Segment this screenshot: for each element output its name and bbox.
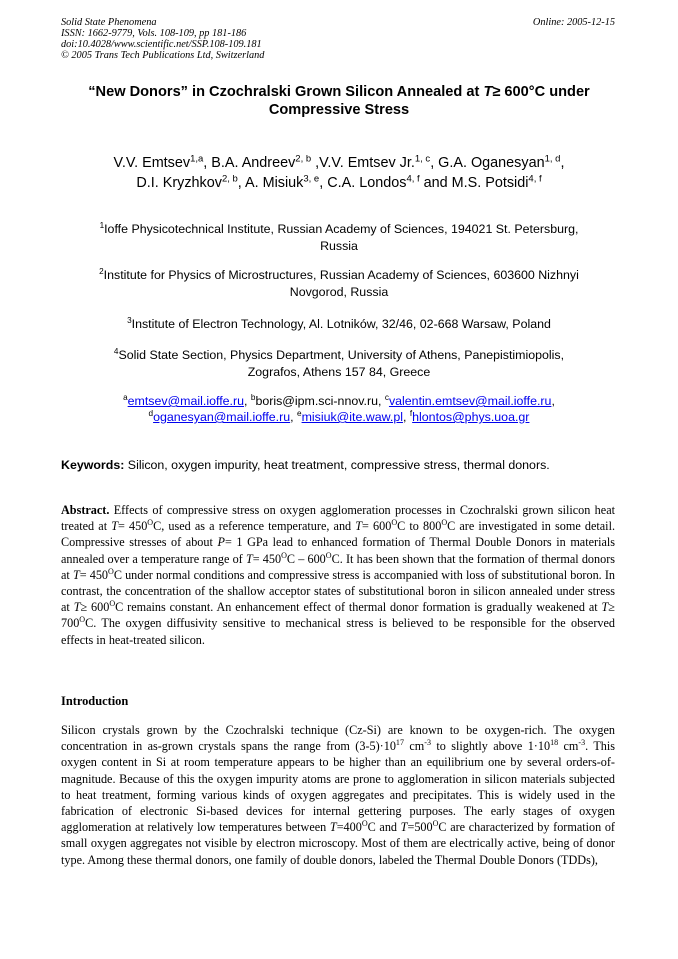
doi-line: doi:10.4028/www.scientific.net/SSP.108-109.181 xyxy=(61,39,262,50)
affiliation-4: $^4$Solid State Section, Physics Department, University of Athens, Panepistimiopolis, Zografos, Athens 157 84, Greece xyxy=(113,347,565,379)
emails-line-1: $^a$emtsev@mail.ioffe.ru, $^b$boris@ipm.sci-nnov.ru, $^c$valentin.emtsev@mail.ioffe.ru, xyxy=(123,393,555,408)
email-link-misiuk[interactable]: misiuk@ite.waw.pl xyxy=(301,410,403,424)
title-line-2: Compressive Stress xyxy=(268,102,410,118)
online-date: Online: 2005-12-15 xyxy=(532,17,615,28)
affiliation-2: $^2$Institute for Physics of Microstructures, Russian Academy of Sciences, 603600 Nizhnyi Novgorod, Russia xyxy=(99,267,579,299)
author-list xyxy=(40,153,638,193)
email-list xyxy=(40,393,638,425)
abstract-paragraph: Abstract. Effects of compressive stress on oxygen agglomeration processes in Czochralski grown silicon heat treated at $T= 450^OC$, used as a reference temperature, and $T= 600^OC$ to $800^OC$ are investigated in some detail. Compressive stresses of about P= 1 GPa lead to enhanced formation of Thermal Double Donors in materials annealed over a temperature range of $T= 450^OC - 600^OC$. It has been shown that the formation of thermal donors at $T= 450^OC$ under normal conditions and compressive stress is accompanied with loss of substitutional boron. In contrast, the concentration of the shallow acceptor states of substitutional boron in silicon annealed under stress at $T\ge 600^OC$ remains constant. An enhancement effect of thermal donor formation is gradually weakened at $T\ge 700^OC$. The oxygen diffusivity sensitive to mechanical stress is believed to be responsible for the observed effects in heat-treated silicon. xyxy=(61,503,616,647)
introduction-paragraph: Silicon crystals grown by the Czochralski technique (Cz-Si) are known to be oxygen-rich. The oxygen concentration in as-grown crystals spans the range from $(3-5)\cdot 10^{17}$ $cm^{-3}$ to slightly above $1\cdot 10^{18}$ $cm^{-3}$. This oxygen content in Si at room temperature appears to be higher than an equilibrium one by several orders-of-magnitude. Because of this the oxygen impurity atoms are prone to agglomeration in silicon materials subjected to heat treatment, forming various kinds of oxygen aggregates and precipitates. This is widely used in the fabrication of electronic Si-based devices for internal gettering purposes. The early stages of oxygen agglomeration at relatively low temperatures between $T=400^OC$ and $T=500^OC$ are characterized by formation of small oxygen aggregates not visible by electron microscopy. Most of them are electrically active, being of donor type. Among these thermal donors, one family of double donors, labeled the Thermal Double Donors (TDDs), xyxy=(61,723,616,867)
abstract-label: Abstract. xyxy=(61,503,110,517)
emails-line-2: $^d$oganesyan@mail.ioffe.ru, $^e$misiuk@ite.waw.pl, $^f$hlontos@phys.uoa.gr xyxy=(148,409,530,424)
journal-header xyxy=(61,17,264,61)
authors-line-1: V.V. Emtsev$^{1,a}$, B.A. Andreev$^{2, b}$ ,V.V. Emtsev Jr.$^{1, c}$, G.A. Oganesyan$^{1, d}$, xyxy=(113,153,565,171)
email-link-emtsev[interactable]: emtsev@mail.ioffe.ru xyxy=(127,394,244,408)
copyright-line: © 2005 Trans Tech Publications Ltd, Switzerland xyxy=(61,50,265,61)
paper-title xyxy=(40,83,638,119)
keywords-text: Silicon, oxygen impurity, heat treatment, compressive stress, thermal donors. xyxy=(124,458,550,472)
keywords-line xyxy=(61,457,621,473)
keywords-label: Keywords: xyxy=(61,458,125,472)
email-text-boris: boris@ipm.sci-nnov.ru xyxy=(255,394,378,408)
issn-line: ISSN: 1662-9779, Vols. 108-109, pp 181-186 xyxy=(61,28,247,39)
affiliation-1: $^1$Ioffe Physicotechnical Institute, Russian Academy of Sciences, 194021 St. Petersburg, Russia xyxy=(99,221,579,253)
email-link-valentin[interactable]: valentin.emtsev@mail.ioffe.ru xyxy=(388,394,552,408)
journal-name: Solid State Phenomena xyxy=(61,17,157,28)
title-line-1: “New Donors” in Czochralski Grown Silicon Annealed at T≥ 600°C under xyxy=(88,84,590,100)
email-link-oganesyan[interactable]: oganesyan@mail.ioffe.ru xyxy=(153,410,291,424)
introduction-heading: Introduction xyxy=(61,694,129,708)
email-link-hlontos[interactable]: hlontos@phys.uoa.gr xyxy=(412,410,530,424)
affiliation-3: $^3$Institute of Electron Technology, Al. Lotników, 32/46, 02-668 Warsaw, Poland xyxy=(127,316,551,331)
authors-line-2: D.I. Kryzhkov$^{2, b}$, A. Misiuk$^{3, e}$, C.A. Londos$^{4, f}$ and M.S. Potsidi$^{4, f}$ xyxy=(136,173,542,191)
